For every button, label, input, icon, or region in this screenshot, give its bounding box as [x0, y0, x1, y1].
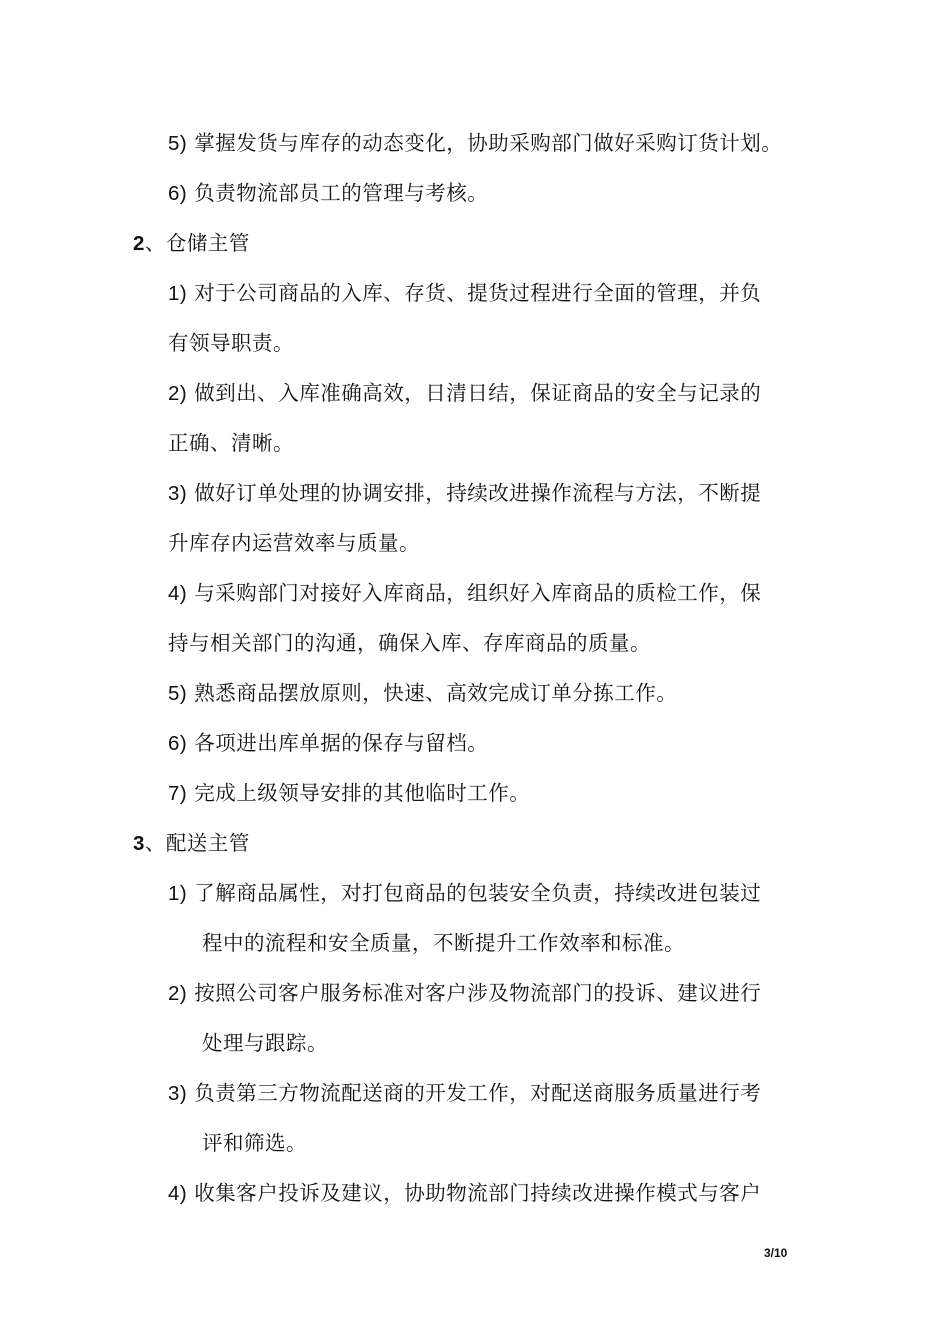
item-text: 各项进出库单据的保存与留档。	[194, 731, 489, 755]
item-text: 完成上级领导安排的其他临时工作。	[194, 781, 531, 805]
item-text: 负责物流部员工的管理与考核。	[194, 181, 489, 205]
section-heading	[133, 829, 250, 858]
item-number: 5)	[168, 132, 188, 155]
page-number: 3/10	[764, 1246, 788, 1260]
item-number: 2)	[168, 982, 188, 1005]
item-number: 3)	[168, 482, 188, 505]
item-text: 按照公司客户服务标准对客户涉及物流部门的投诉、建议进行	[194, 981, 762, 1005]
item-number: 3)	[168, 1082, 188, 1105]
list-item	[168, 579, 761, 608]
item-text: 与采购部门对接好入库商品，组织好入库商品的质检工作，保	[194, 581, 762, 605]
item-number: 6)	[168, 732, 188, 755]
item-continuation: 有领导职责。	[168, 331, 294, 355]
list-item	[168, 379, 761, 408]
section-heading	[133, 229, 250, 258]
item-text: 做好订单处理的协调安排，持续改进操作流程与方法，不断提	[194, 481, 762, 505]
item-continuation: 处理与跟踪。	[202, 1031, 328, 1055]
list-item	[168, 129, 782, 158]
item-number: 6)	[168, 182, 188, 205]
list-item	[168, 1079, 761, 1108]
item-text: 掌握发货与库存的动态变化，协助采购部门做好采购订货计划。	[194, 131, 783, 155]
item-text: 了解商品属性，对打包商品的包装安全负责，持续改进包装过	[194, 881, 762, 905]
item-number: 4)	[168, 1182, 188, 1205]
section-title: 、配送主管	[144, 831, 250, 855]
item-text: 做到出、入库准确高效，日清日结，保证商品的安全与记录的	[194, 381, 762, 405]
list-item	[168, 779, 530, 808]
item-continuation: 评和筛选。	[202, 1131, 307, 1155]
item-number: 1)	[168, 282, 188, 305]
item-continuation: 持与相关部门的沟通，确保入库、存库商品的质量。	[168, 631, 651, 655]
item-continuation: 正确、清晰。	[168, 431, 294, 455]
item-text: 负责第三方物流配送商的开发工作，对配送商服务质量进行考	[194, 1081, 762, 1105]
list-item	[168, 179, 488, 208]
list-item	[168, 679, 677, 708]
item-number: 4)	[168, 582, 188, 605]
list-item	[168, 979, 761, 1008]
item-number: 2)	[168, 382, 188, 405]
list-item	[168, 279, 761, 308]
item-text: 收集客户投诉及建议，协助物流部门持续改进操作模式与客户	[194, 1181, 762, 1205]
list-item	[168, 479, 761, 508]
item-number: 7)	[168, 782, 188, 805]
list-item	[168, 729, 488, 758]
section-number: 2	[133, 232, 145, 255]
item-continuation: 升库存内运营效率与质量。	[168, 531, 420, 555]
list-item	[168, 1179, 761, 1208]
item-number: 5)	[168, 682, 188, 705]
item-text: 对于公司商品的入库、存货、提货过程进行全面的管理，并负	[194, 281, 762, 305]
item-text: 熟悉商品摆放原则，快速、高效完成订单分拣工作。	[194, 681, 678, 705]
section-title: 、仓储主管	[144, 231, 250, 255]
section-number: 3	[133, 832, 145, 855]
item-number: 1)	[168, 882, 188, 905]
item-continuation: 程中的流程和安全质量，不断提升工作效率和标准。	[202, 931, 685, 955]
list-item	[168, 879, 761, 908]
